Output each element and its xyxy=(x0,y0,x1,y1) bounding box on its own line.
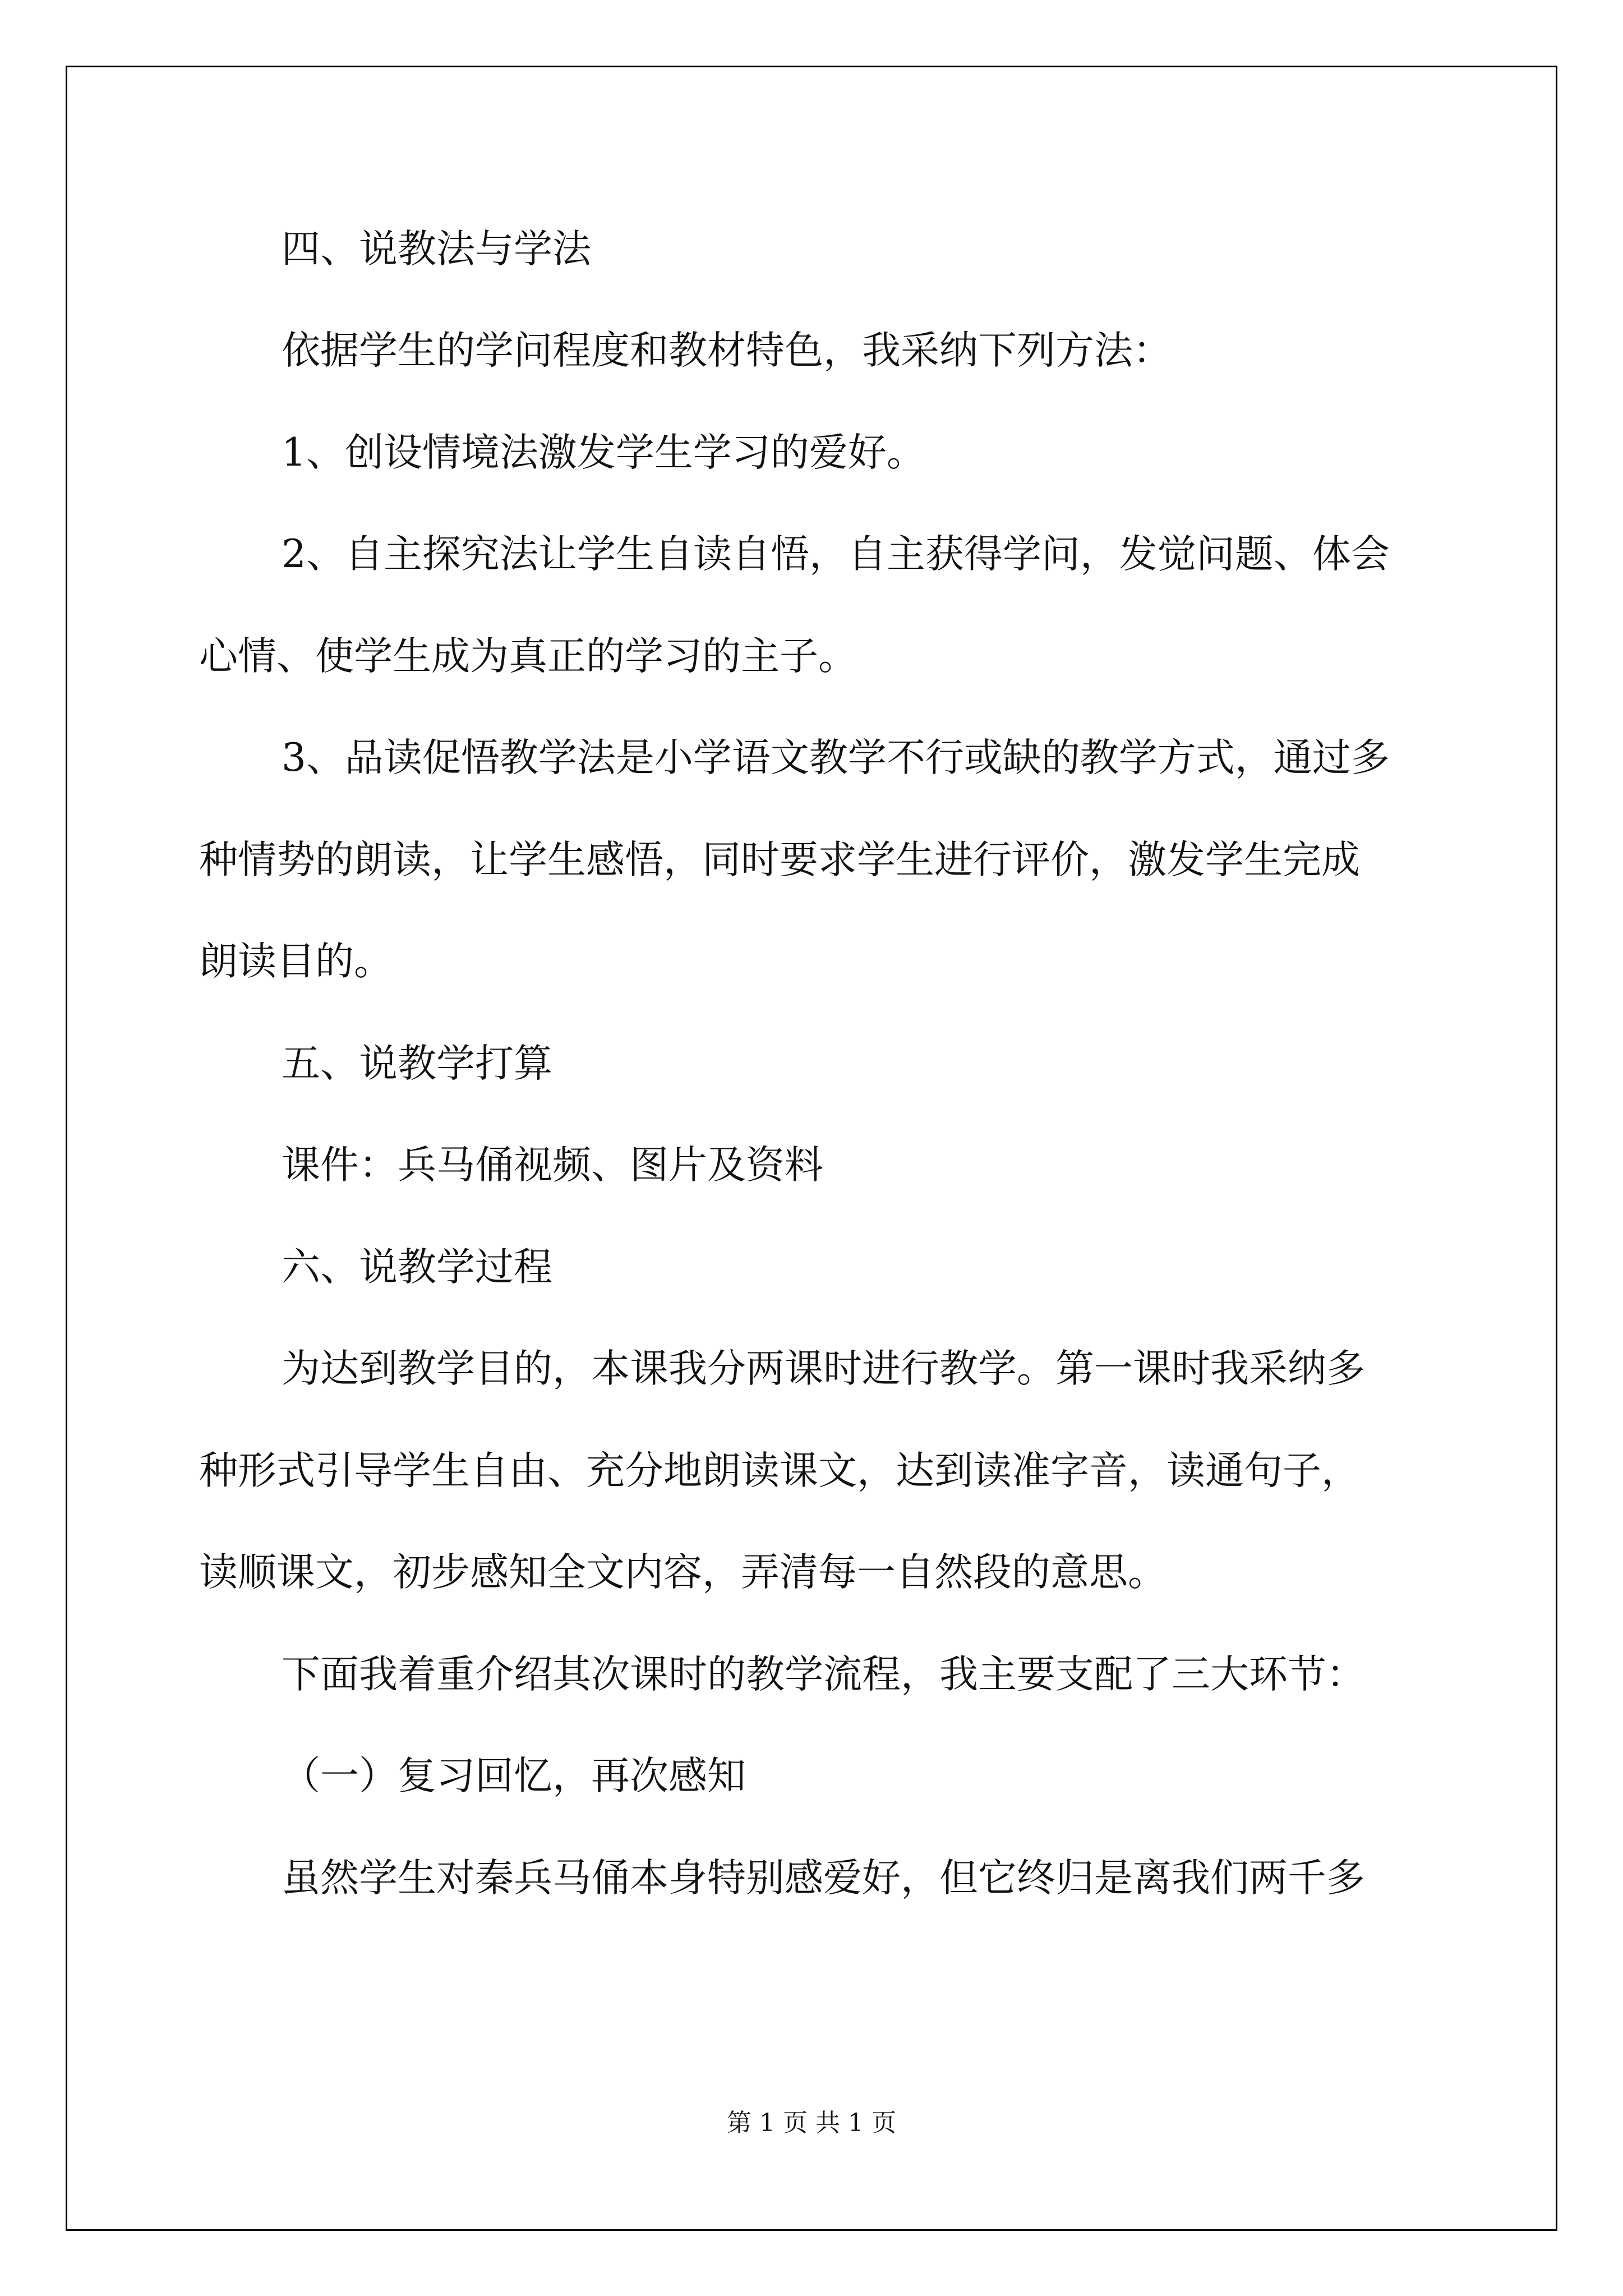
paragraph-line: 依据学生的学问程度和教材特色，我采纳下列方法： xyxy=(282,328,1172,373)
list-item-2-continued: 心情、使学生成为真正的学习的主子。 xyxy=(199,634,857,679)
list-item-3: 3、品读促悟教学法是小学语文教学不行或缺的教学方式，通过多 xyxy=(282,735,1390,780)
list-item-2: 2、自主探究法让学生自读自悟，自主获得学问，发觉问题、体会 xyxy=(282,532,1390,577)
list-item-3-continued: 种情势的朗读，让学生感悟，同时要求学生进行评价，激发学生完成 xyxy=(199,838,1360,882)
page-footer: 第 1 页 共 1 页 xyxy=(727,2109,896,2137)
list-item-3-continued: 朗读目的。 xyxy=(199,939,393,984)
paragraph-line: 种形式引导学生自由、充分地朗读课文，达到读准字音，读通句子， xyxy=(199,1448,1360,1493)
section-heading-preparation: 五、说教学打算 xyxy=(282,1041,552,1086)
paragraph-line: 课件：兵马俑视频、图片及资料 xyxy=(282,1143,823,1188)
section-heading-teaching-methods: 四、说教法与学法 xyxy=(282,227,591,272)
paragraph-line: 虽然学生对秦兵马俑本身特别感爱好，但它终归是离我们两千多 xyxy=(282,1856,1365,1901)
list-item-1: 1、创设情境法激发学生学习的爱好。 xyxy=(282,430,925,475)
section-heading-process: 六、说教学过程 xyxy=(282,1245,552,1290)
subsection-heading: （一）复习回忆，再次感知 xyxy=(282,1754,746,1798)
paragraph-line: 读顺课文，初步感知全文内容，弄清每一自然段的意思。 xyxy=(199,1550,1166,1595)
paragraph-line: 为达到教学目的，本课我分两课时进行教学。第一课时我采纳多 xyxy=(282,1346,1365,1391)
paragraph-line: 下面我着重介绍其次课时的教学流程，我主要支配了三大环节： xyxy=(282,1652,1365,1697)
